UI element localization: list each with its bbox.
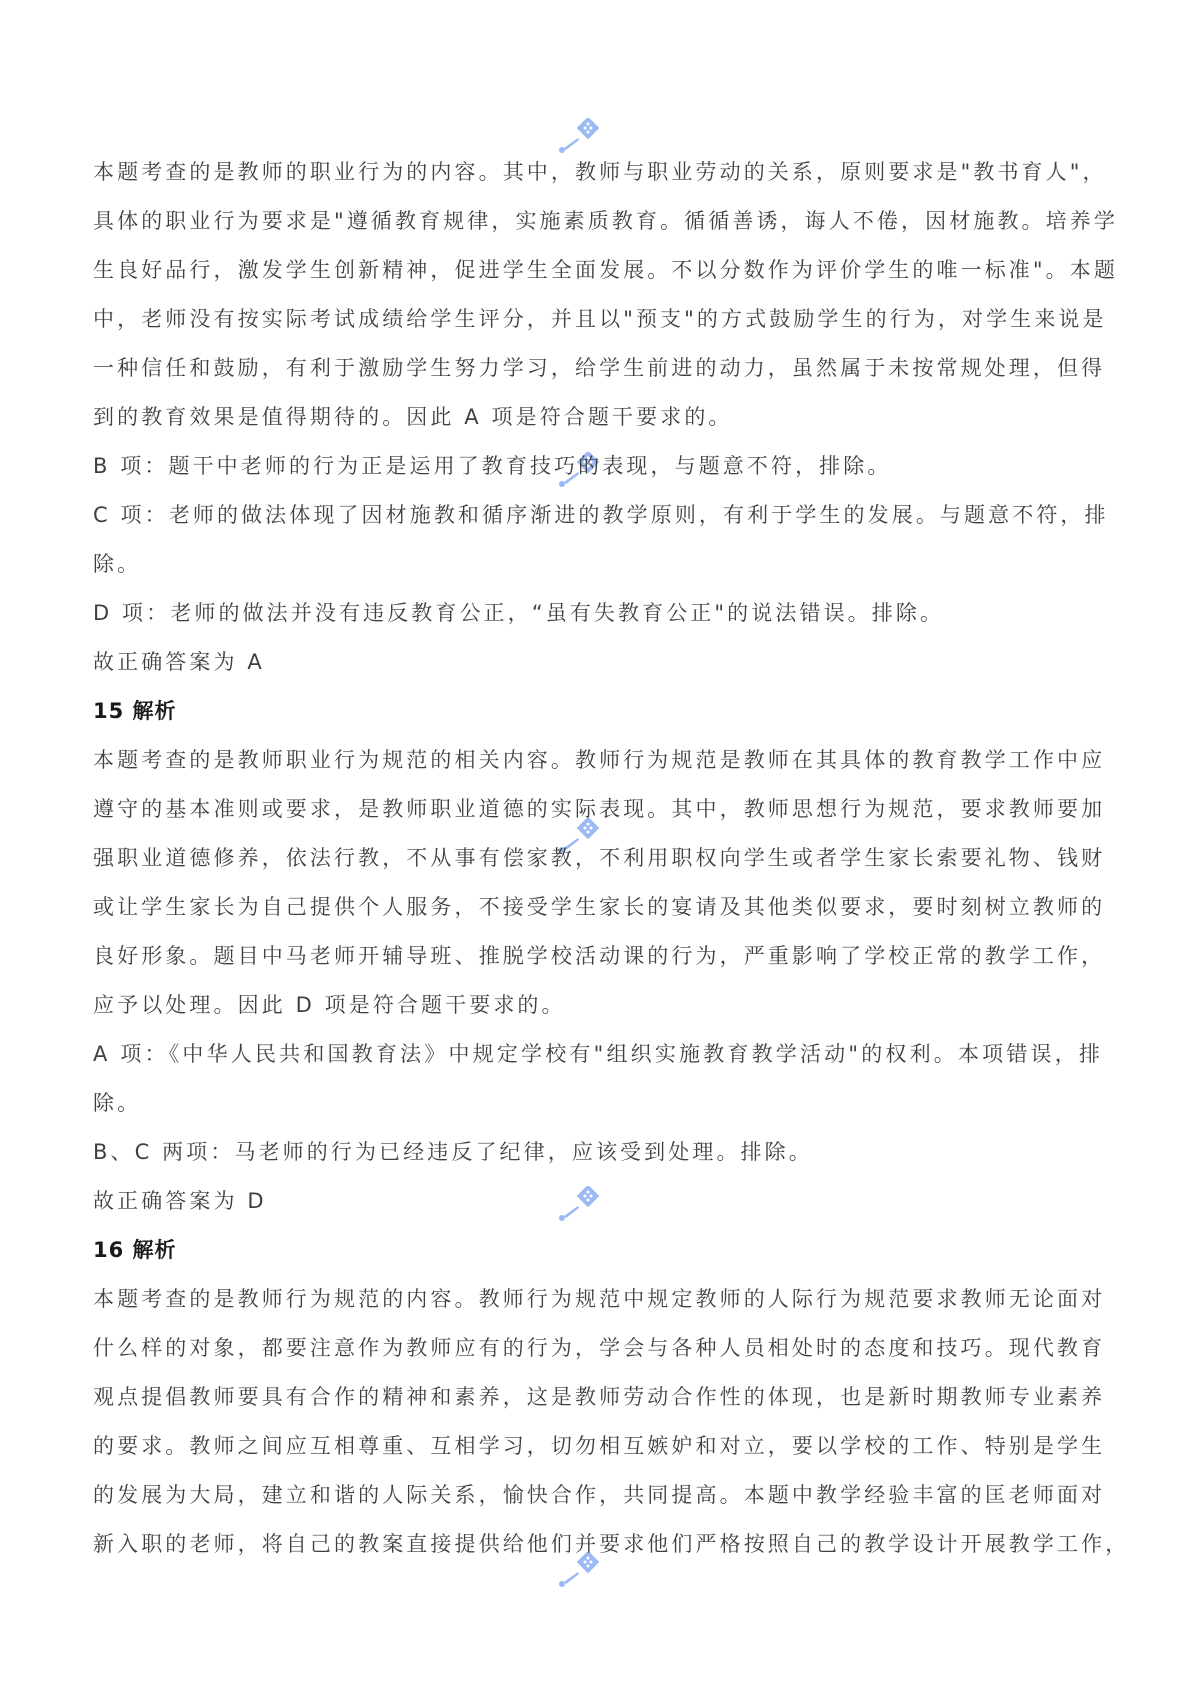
paragraph-line: 或让学生家长为自己提供个人服务，不接受学生家长的宴请及其他类似要求，要时刻树立教师的 [93, 895, 1106, 919]
paragraph-line: 本题考查的是教师职业行为规范的相关内容。教师行为规范是教师在其具体的教育教学工作中应 [93, 748, 1106, 772]
answer-line: 故正确答案为 D [93, 1189, 267, 1213]
section-heading-16: 16 解析 [93, 1238, 177, 1262]
paragraph-line: 新入职的老师，将自己的教案直接提供给他们并要求他们严格按照自己的教学设计开展教学工作， [93, 1532, 1130, 1556]
paragraph-line: 强职业道德修养，依法行教，不从事有偿家教，不利用职权向学生或者学生家长索要礼物、钱财 [93, 846, 1106, 870]
paragraph-line: 的发展为大局，建立和谐的人际关系，愉快合作，共同提高。本题中教学经验丰富的匡老师面对 [93, 1483, 1106, 1507]
option-bc-explanation: B、C 两项：马老师的行为已经违反了纪律，应该受到处理。排除。 [93, 1140, 813, 1164]
option-c-explanation-cont: 除。 [93, 552, 142, 576]
option-c-explanation: C 项：老师的做法体现了因材施教和循序渐进的教学原则，有利于学生的发展。与题意不符，排 [93, 503, 1109, 527]
answer-line: 故正确答案为 A [93, 650, 265, 674]
option-a-explanation: A 项：《中华人民共和国教育法》中规定学校有"组织实施教育教学活动"的权利。本项错误，排 [93, 1042, 1103, 1066]
paragraph-line: 观点提倡教师要具有合作的精神和素养，这是教师劳动合作性的体现，也是新时期教师专业素养 [93, 1385, 1106, 1409]
paragraph-line: 应予以处理。因此 D 项是符合题干要求的。 [93, 993, 566, 1017]
paragraph-line: 一种信任和鼓励，有利于激励学生努力学习，给学生前进的动力，虽然属于未按常规处理，但得 [93, 356, 1106, 380]
option-a-explanation-cont: 除。 [93, 1091, 142, 1115]
paragraph-line: 本题考查的是教师行为规范的内容。教师行为规范中规定教师的人际行为规范要求教师无论面对 [93, 1287, 1106, 1311]
paragraph-line: 本题考查的是教师的职业行为的内容。其中，教师与职业劳动的关系，原则要求是"教书育人"， [93, 160, 1107, 184]
paragraph-line: 生良好品行，激发学生创新精神，促进学生全面发展。不以分数作为评价学生的唯一标准"。本题 [93, 258, 1118, 282]
paragraph-line: 良好形象。题目中马老师开辅导班、推脱学校活动课的行为，严重影响了学校正常的教学工作， [93, 944, 1106, 968]
paragraph-line: 什么样的对象，都要注意作为教师应有的行为，学会与各种人员相处时的态度和技巧。现代教育 [93, 1336, 1106, 1360]
watermark-logo-icon [552, 118, 604, 158]
option-b-explanation: B 项：题干中老师的行为正是运用了教育技巧的表现，与题意不符，排除。 [93, 454, 892, 478]
paragraph-line: 中，老师没有按实际考试成绩给学生评分，并且以"预支"的方式鼓励学生的行为，对学生来说是 [93, 307, 1107, 331]
section-heading-15: 15 解析 [93, 699, 177, 723]
paragraph-line: 具体的职业行为要求是"遵循教育规律，实施素质教育。循循善诱，诲人不倦，因材施教。培养学 [93, 209, 1118, 233]
option-d-explanation: D 项：老师的做法并没有违反教育公正，“虽有失教育公正"的说法错误。排除。 [93, 601, 945, 625]
paragraph-line: 遵守的基本准则或要求，是教师职业道德的实际表现。其中，教师思想行为规范，要求教师要加 [93, 797, 1106, 821]
paragraph-line: 到的教育效果是值得期待的。因此 A 项是符合题干要求的。 [93, 405, 733, 429]
paragraph-line: 的要求。教师之间应互相尊重、互相学习，切勿相互嫉妒和对立，要以学校的工作、特别是学生 [93, 1434, 1106, 1458]
